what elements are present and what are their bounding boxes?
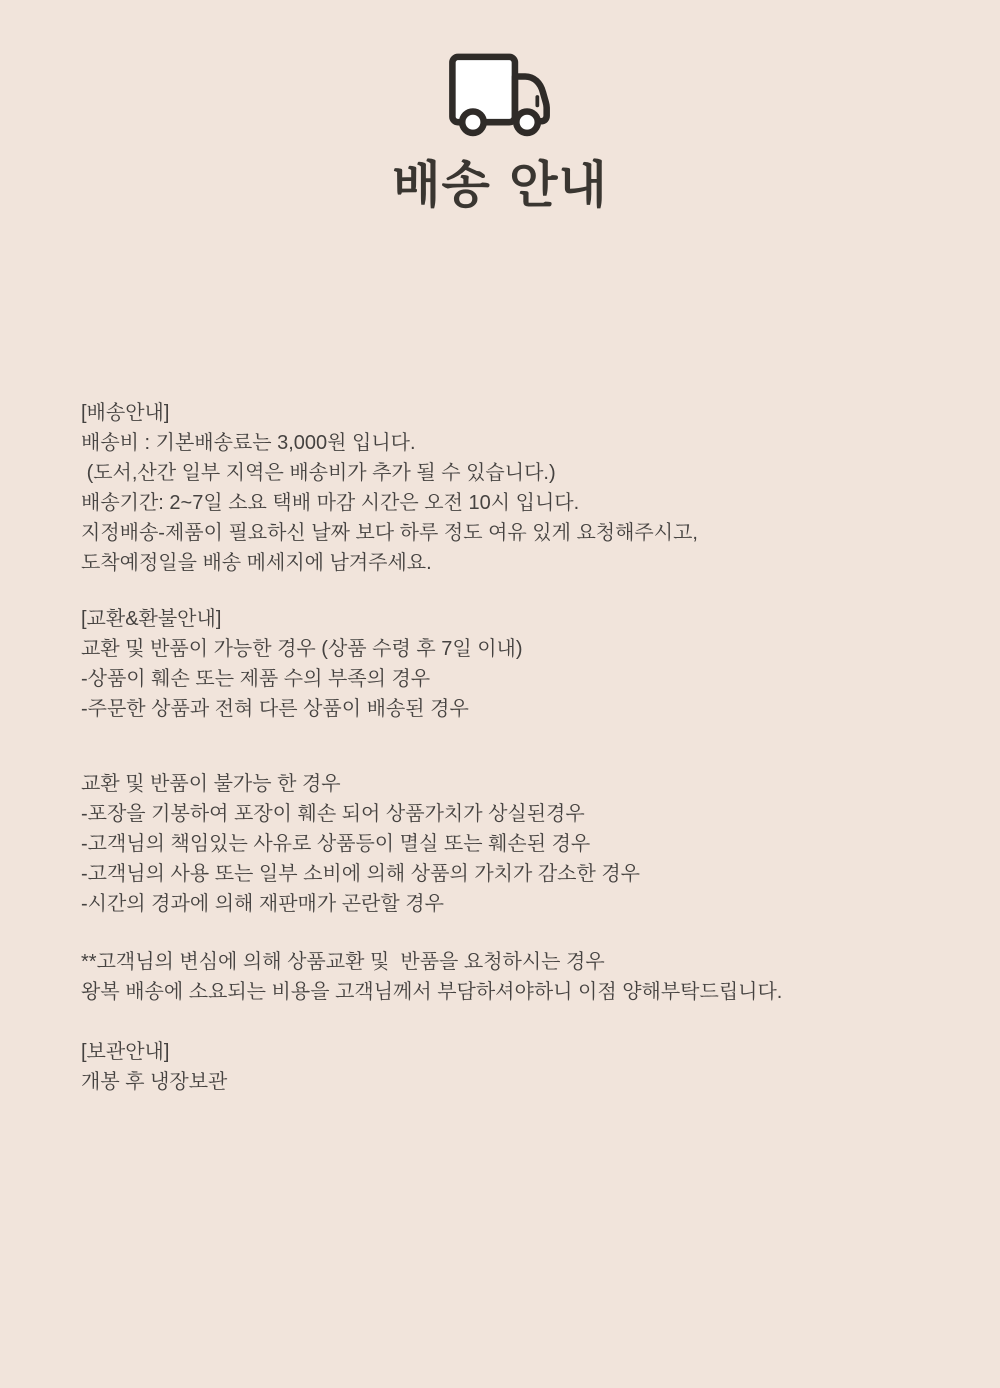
text-line: -상품이 훼손 또는 제품 수의 부족의 경우 (81, 668, 431, 690)
text-line: 개봉 후 냉장보관 (81, 1071, 228, 1093)
text-line: 교환 및 반품이 가능한 경우 (상품 수령 후 7일 이내) (81, 638, 523, 660)
text-line: -주문한 상품과 전혀 다른 상품이 배송된 경우 (81, 698, 469, 720)
header (0, 0, 1000, 214)
text-line: -고객님의 책임있는 사유로 상품등이 멸실 또는 훼손된 경우 (81, 833, 591, 855)
text-line: 왕복 배송에 소요되는 비용을 고객님께서 부담하셔야하니 이점 양해부탁드립니다. (81, 981, 783, 1003)
section-heading: [보관안내] (81, 1041, 170, 1063)
section-shipping-guide (81, 398, 1000, 578)
text-line: 도착예정일을 배송 메세지에 남겨주세요. (81, 552, 432, 574)
text-line: (도서,산간 일부 지역은 배송비가 추가 될 수 있습니다.) (81, 462, 556, 484)
text-line: -시간의 경과에 의해 재판매가 곤란할 경우 (81, 893, 444, 915)
section-storage-guide (81, 1037, 1000, 1097)
text-line: 배송비 : 기본배송료는 3,000원 입니다. (81, 432, 416, 454)
text-line: 배송기간: 2~7일 소요 택배 마감 시간은 오전 10시 입니다. (81, 492, 580, 514)
section-exchange-not-possible (81, 769, 1000, 919)
notice-content (81, 398, 1000, 1097)
text-line: 지정배송-제품이 필요하신 날짜 보다 하루 정도 여유 있게 요청해주시고, (81, 522, 698, 544)
text-line: -고객님의 사용 또는 일부 소비에 의해 상품의 가치가 감소한 경우 (81, 863, 640, 885)
section-change-of-mind (81, 947, 1000, 1007)
page-title: 배송 안내 (392, 155, 608, 214)
truck-icon (444, 50, 556, 144)
section-heading: [교환&환불안내] (81, 608, 222, 630)
section-heading: 교환 및 반품이 불가능 한 경우 (81, 773, 341, 795)
text-line: **고객님의 변심에 의해 상품교환 및 반품을 요청하시는 경우 (81, 951, 605, 973)
section-exchange-refund (81, 604, 1000, 724)
text-line: -포장을 기봉하여 포장이 훼손 되어 상품가치가 상실된경우 (81, 803, 585, 825)
section-heading: [배송안내] (81, 402, 170, 424)
